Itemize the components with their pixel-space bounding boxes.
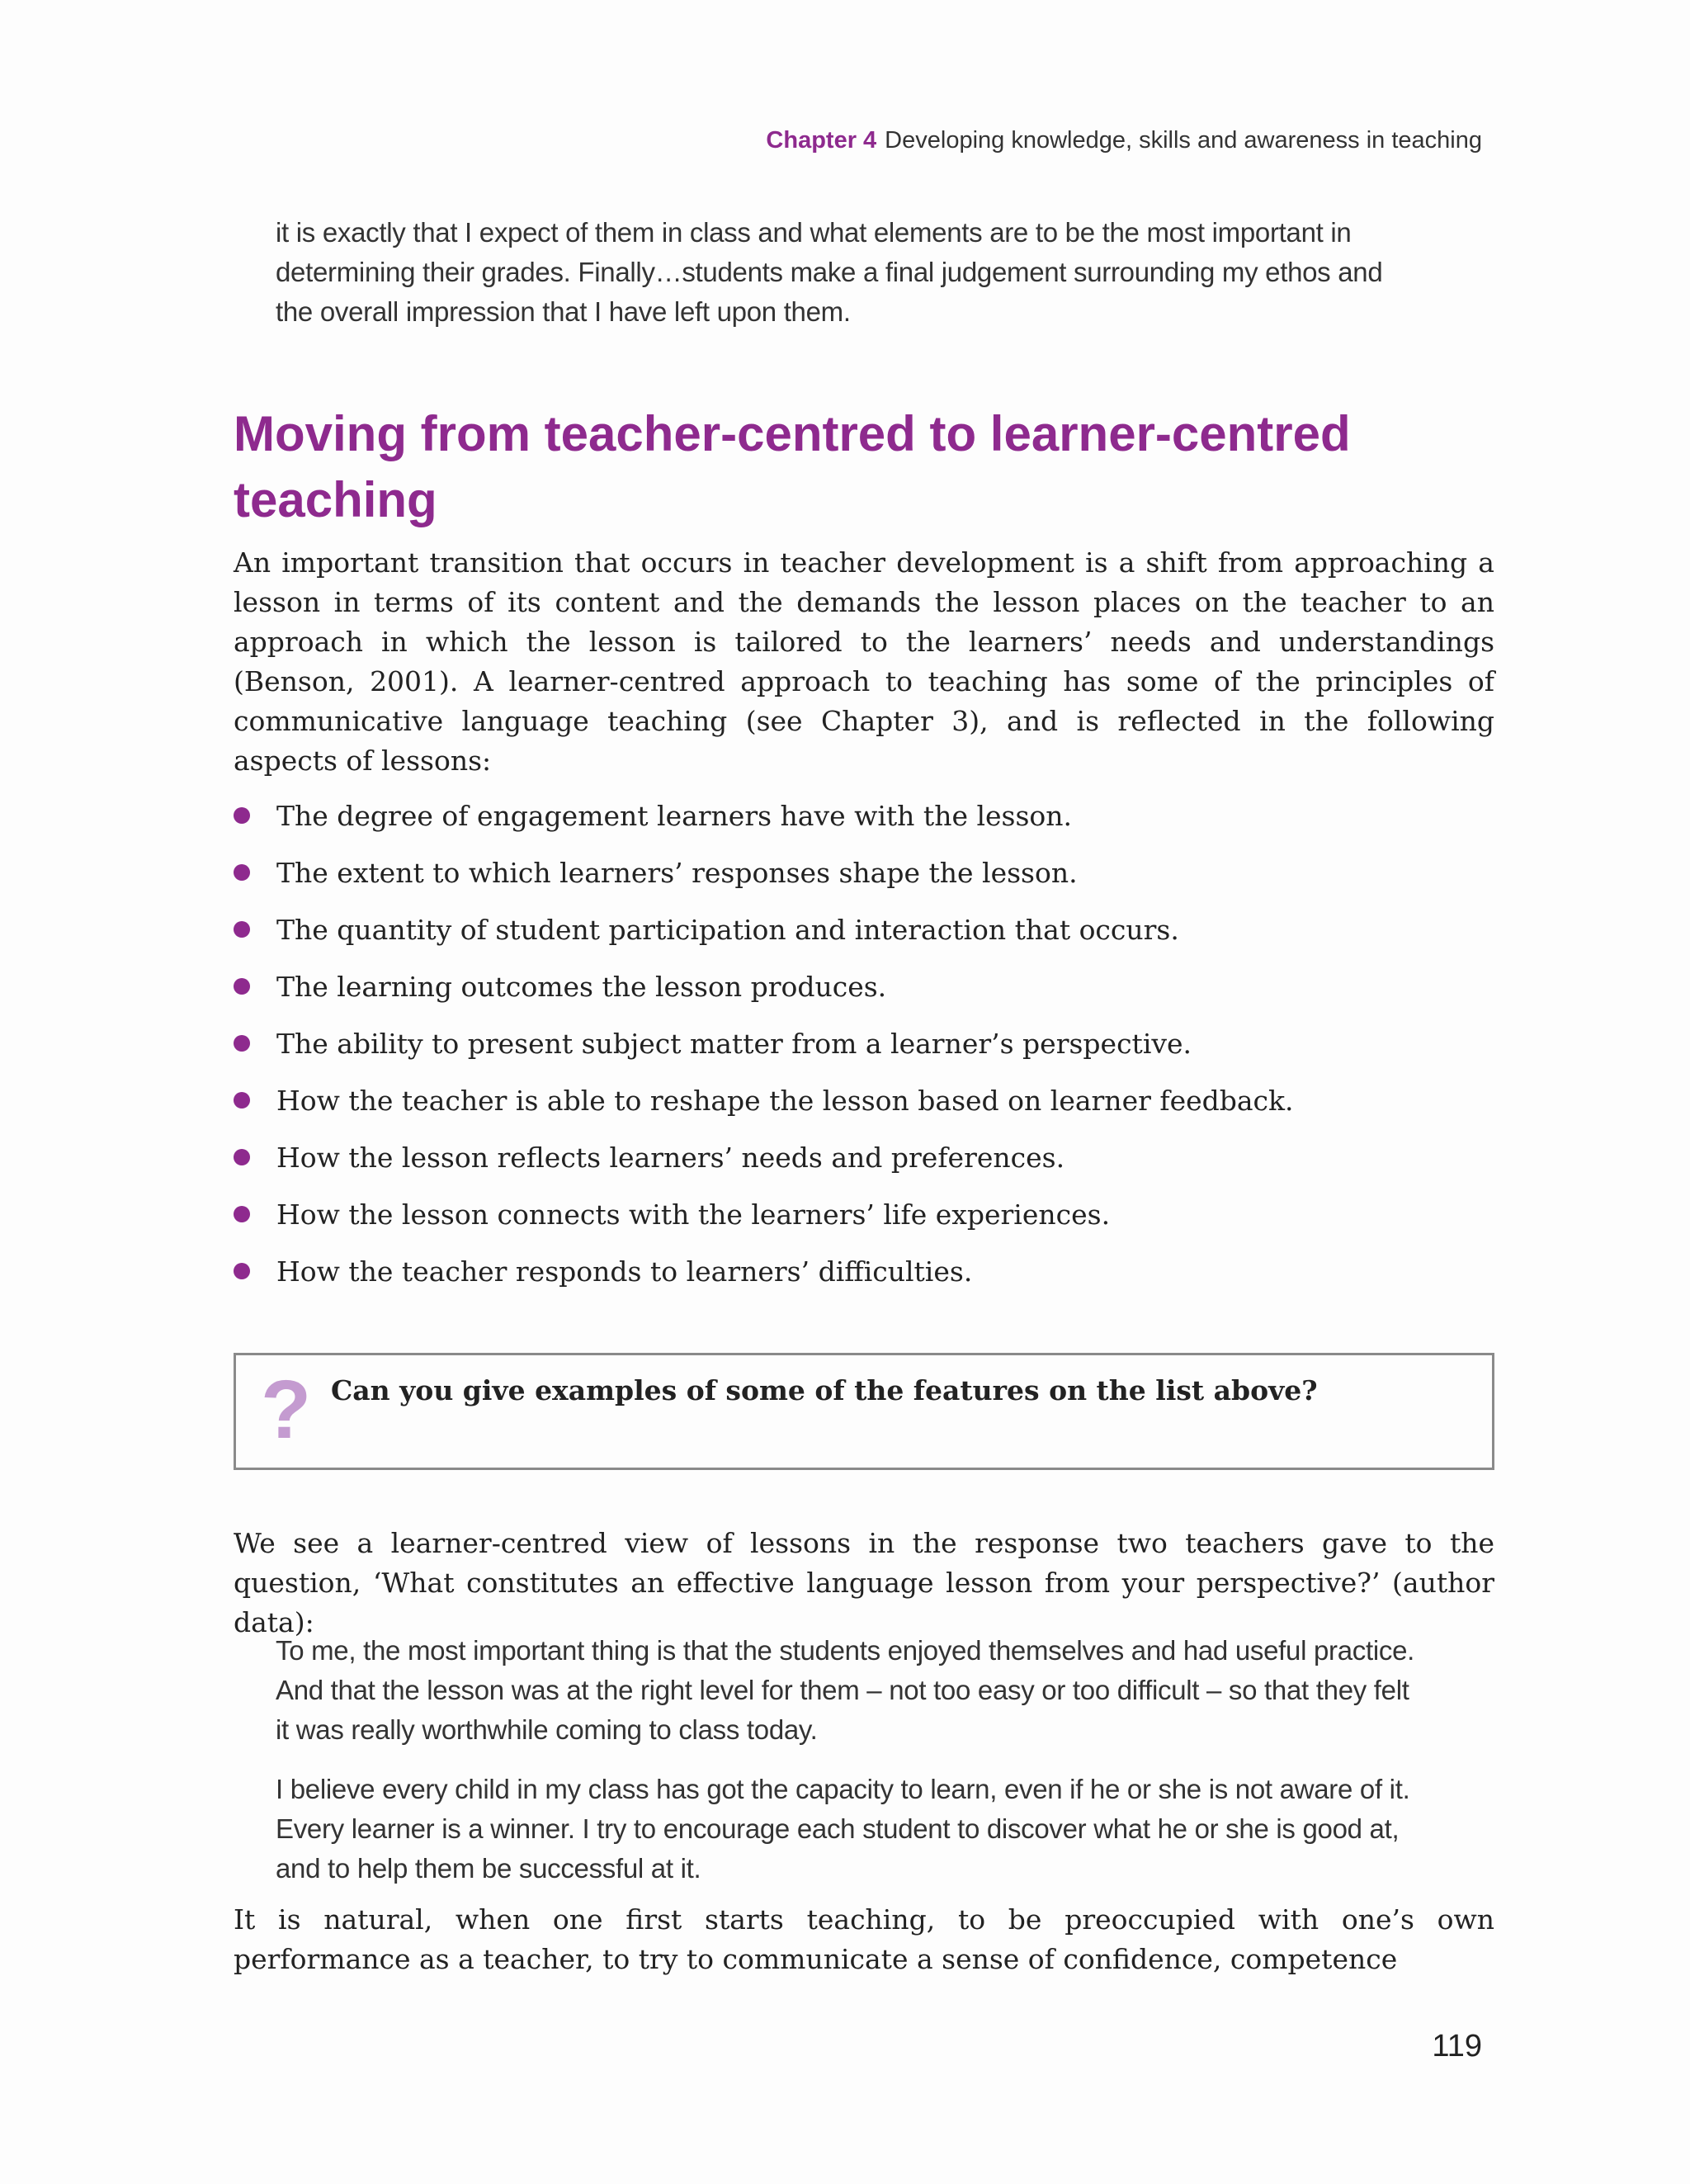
closing-paragraph: It is natural, when one first starts teaching, to be preoccupied with one’s own performance as a teacher, to try to communicate a sense of confidence, competence [234, 1903, 1494, 1975]
section-heading [234, 401, 1438, 533]
aspects-list [234, 797, 1494, 1310]
list-item [234, 854, 1494, 911]
bullet-icon [234, 1263, 250, 1279]
list-item-text: The ability to present subject matter from a learner’s perspective. [276, 1028, 1192, 1060]
bullet-icon [234, 864, 250, 881]
list-item [234, 797, 1494, 854]
list-item [234, 1253, 1494, 1310]
list-item [234, 1139, 1494, 1196]
list-item-text: The quantity of student participation and interaction that occurs. [276, 914, 1179, 946]
list-item [234, 1196, 1494, 1253]
quote-line: determining their grades. Finally…students make a final judgement surrounding my ethos and [276, 257, 1383, 287]
teacher-quote-1 [276, 1631, 1431, 1750]
list-item [234, 1082, 1494, 1139]
list-item-text: How the lesson connects with the learners’ life experiences. [276, 1198, 1111, 1231]
opening-quote [276, 213, 1431, 332]
question-mark-icon: ? [261, 1364, 312, 1456]
lead-in-paragraph: We see a learner-centred view of lessons in the response two teachers gave to the question, ‘What constitutes an effective language lesson from your perspective?’ (author data): [234, 1527, 1494, 1638]
list-item-text: The learning outcomes the lesson produces. [276, 971, 887, 1003]
heading-line: teaching [234, 472, 437, 527]
heading-line: Moving from teacher-centred to learner-centred [234, 406, 1351, 461]
question-box [234, 1353, 1494, 1470]
bullet-icon [234, 1206, 250, 1222]
list-item [234, 1025, 1494, 1082]
list-item-text: How the teacher is able to reshape the lesson based on learner feedback. [276, 1085, 1294, 1117]
quote-line: and to help them be successful at it. [276, 1853, 701, 1884]
question-text: Can you give examples of some of the features on the list above? [331, 1374, 1318, 1406]
teacher-quote-2 [276, 1770, 1431, 1889]
list-item [234, 968, 1494, 1025]
quote-line: And that the lesson was at the right level for them – not too easy or too difficult – so that they felt [276, 1675, 1409, 1705]
bullet-icon [234, 1092, 250, 1109]
quote-line: I believe every child in my class has got the capacity to learn, even if he or she is not aware of it. [276, 1774, 1410, 1804]
intro-paragraph: An important transition that occurs in teacher development is a shift from approaching a lesson in terms of its content and the demands the lesson places on the teacher to an approach in which the lesson is tailored to the learners’ needs and understandings (Benson, 2001). A learner-centred approach to teaching has some of the principles of communicative language teaching (see Chapter 3), and is reflected in the following aspects of lessons: [234, 546, 1494, 777]
list-item [234, 911, 1494, 968]
chapter-title: Developing knowledge, skills and awareness in teaching [885, 127, 1482, 154]
quote-line: Every learner is a winner. I try to encourage each student to discover what he or she is good at, [276, 1813, 1400, 1844]
bullet-icon [234, 921, 250, 938]
quote-line: To me, the most important thing is that the students enjoyed themselves and had useful practice. [276, 1635, 1414, 1666]
chapter-label: Chapter 4 [766, 127, 877, 154]
quote-line: the overall impression that I have left upon them. [276, 296, 851, 327]
quote-line: it is exactly that I expect of them in class and what elements are to be the most important in [276, 217, 1352, 248]
quote-line: it was really worthwhile coming to class today. [276, 1714, 818, 1745]
list-item-text: The extent to which learners’ responses shape the lesson. [276, 857, 1078, 889]
bullet-icon [234, 1035, 250, 1052]
running-head [766, 127, 1482, 154]
bullet-icon [234, 1149, 250, 1165]
list-item-text: How the lesson reflects learners’ needs and preferences. [276, 1142, 1065, 1174]
list-item-text: The degree of engagement learners have with the lesson. [276, 800, 1073, 832]
bullet-icon [234, 807, 250, 824]
list-item-text: How the teacher responds to learners’ difficulties. [276, 1255, 973, 1288]
bullet-icon [234, 978, 250, 995]
page-number: 119 [1432, 2029, 1482, 2063]
